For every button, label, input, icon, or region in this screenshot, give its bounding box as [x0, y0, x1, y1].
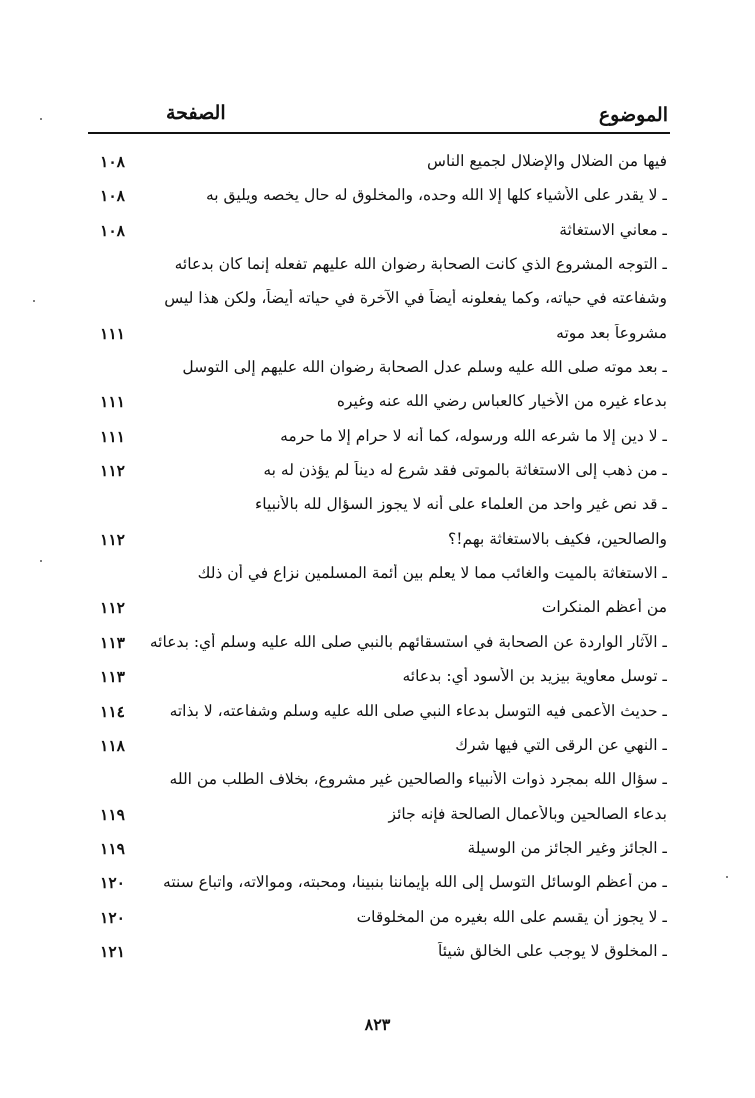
- entry-text: مشروعاً بعد موته: [556, 323, 667, 342]
- index-entry: [0, 902, 755, 936]
- entry-text: ـ توسل معاوية بيزيد بن الأسود أي: بدعائه: [402, 667, 667, 686]
- entry-text: ـ معاني الاستغاثة: [559, 220, 667, 239]
- table-header: [88, 100, 668, 132]
- entry-page-number: ١١٩: [100, 838, 125, 858]
- entry-text: والصالحين، فكيف بالاستغاثة بهم!؟: [448, 529, 667, 548]
- entry-text: بدعاء الصالحين وبالأعمال الصالحة فإنه جائز: [388, 804, 667, 823]
- index-entry: [0, 318, 755, 352]
- entry-text: ـ الجائز وغير الجائز من الوسيلة: [467, 838, 667, 857]
- index-entry: [0, 524, 755, 558]
- index-entry: [0, 764, 755, 798]
- entry-page-number: ١٢٠: [100, 873, 125, 893]
- entry-text: ـ النهي عن الرقى التي فيها شرك: [455, 735, 667, 754]
- index-entries: [0, 146, 755, 970]
- entry-page-number: ١٢٠: [100, 907, 125, 927]
- page-column-header: الصفحة: [166, 102, 226, 124]
- scan-speck: [40, 118, 42, 120]
- entry-text: فيها من الضلال والإضلال لجميع الناس: [427, 152, 667, 170]
- index-entry: [0, 215, 755, 249]
- entry-page-number: ١١٤: [100, 701, 125, 721]
- index-entry: [0, 558, 755, 592]
- index-entry: [0, 661, 755, 695]
- entry-text: ـ المخلوق لا يوجب على الخالق شيئاً: [438, 941, 667, 960]
- entry-text: ـ قد نص غير واحد من العلماء على أنه لا يجوز السؤال لله بالأنبياء: [254, 495, 667, 514]
- entry-text: وشفاعته في حياته، وكما يفعلونه أيضاً في الآخرة في حياته أيضاً، ولكن هذا ليس: [164, 289, 667, 308]
- page-number: ٨٢٣: [364, 1015, 391, 1034]
- entry-text: ـ لا دين إلا ما شرعه الله ورسوله، كما أنه لا حرام إلا ما حرمه: [280, 426, 667, 445]
- entry-page-number: ١٠٨: [100, 152, 125, 171]
- index-entry: [0, 833, 755, 867]
- index-entry: [0, 936, 755, 970]
- index-entry: [0, 627, 755, 661]
- entry-page-number: ١١٣: [100, 667, 125, 687]
- entry-page-number: ١٢١: [100, 941, 125, 961]
- entry-text: من أعظم المنكرات: [541, 598, 667, 617]
- index-entry: [0, 592, 755, 626]
- entry-text: ـ بعد موته صلى الله عليه وسلم عدل الصحابة رضوان الله عليهم إلى التوسل: [182, 358, 667, 377]
- index-entry: [0, 455, 755, 489]
- entry-page-number: ١٠٨: [100, 220, 125, 240]
- entry-page-number: ١١٩: [100, 804, 125, 824]
- topic-column-header: الموضوع: [598, 104, 668, 126]
- index-entry: [0, 146, 755, 180]
- entry-text: ـ حديث الأعمى فيه التوسل بدعاء النبي صلى الله عليه وسلم وشفاعته، لا بذاته: [169, 701, 667, 720]
- index-entry: [0, 283, 755, 317]
- index-entry: [0, 696, 755, 730]
- index-entry: [0, 867, 755, 901]
- index-entry: [0, 489, 755, 523]
- entry-page-number: ١١٢: [100, 529, 125, 549]
- index-entry: [0, 386, 755, 420]
- entry-text: ـ التوجه المشروع الذي كانت الصحابة رضوان الله عليهم تفعله إنما كان بدعائه: [174, 255, 667, 274]
- entry-text: ـ من ذهب إلى الاستغاثة بالموتى فقد شرع له ديناً لم يؤذن له به: [263, 461, 667, 480]
- entry-text: ـ الآثار الواردة عن الصحابة في استسقائهم بالنبي صلى الله عليه وسلم أي: بدعائه: [149, 632, 667, 651]
- header-divider: [88, 132, 670, 134]
- entry-text: ـ سؤال الله بمجرد ذوات الأنبياء والصالحين غير مشروع، بخلاف الطلب من الله: [169, 770, 667, 789]
- index-entry: [0, 352, 755, 386]
- entry-page-number: ١١١: [100, 426, 125, 446]
- entry-text: ـ من أعظم الوسائل التوسل إلى الله بإيماننا بنبينا، ومحبته، وموالاته، واتباع سنته: [163, 873, 667, 892]
- entry-text: ـ لا يقدر على الأشياء كلها إلا الله وحده، والمخلوق له حال يخصه ويليق به: [205, 186, 667, 205]
- entry-page-number: ١١٣: [100, 632, 125, 652]
- entry-text: ـ لا يجوز أن يقسم على الله بغيره من المخلوقات: [356, 907, 667, 926]
- entry-page-number: ١١١: [100, 323, 125, 343]
- entry-text: بدعاء غيره من الأخيار كالعباس رضي الله عنه وغيره: [336, 392, 667, 411]
- index-entry: [0, 799, 755, 833]
- index-entry: [0, 249, 755, 283]
- entry-page-number: ١١٨: [100, 735, 125, 755]
- entry-page-number: ١١٢: [100, 598, 125, 618]
- index-entry: [0, 180, 755, 214]
- entry-page-number: ١٠٨: [100, 186, 125, 206]
- index-entry: [0, 730, 755, 764]
- entry-page-number: ١١١: [100, 392, 125, 412]
- entry-page-number: ١١٢: [100, 461, 125, 481]
- entry-text: ـ الاستغاثة بالميت والغائب مما لا يعلم بين أئمة المسلمين نزاع في أن ذلك: [197, 564, 667, 583]
- index-entry: [0, 421, 755, 455]
